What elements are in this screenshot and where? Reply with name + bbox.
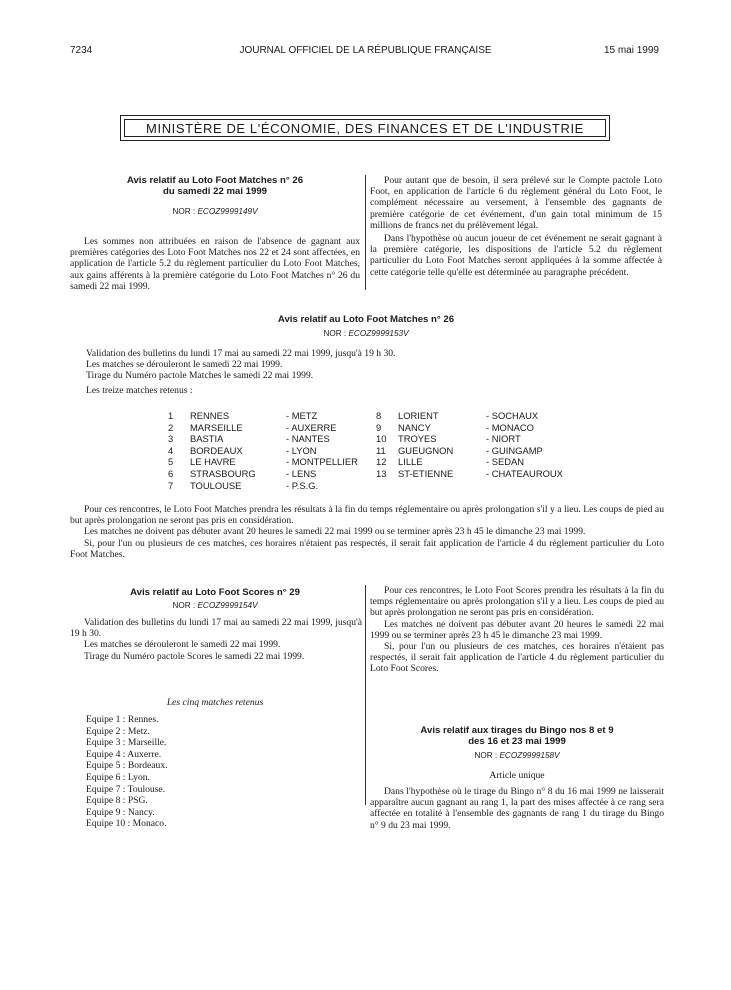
match-row: 2 MARSEILLE - AUXERRE: [168, 421, 337, 433]
avis3-title: Avis relatif au Loto Foot Scores n° 29: [130, 587, 300, 598]
avis2-para2: Les matches ne doivent pas débuter avant 20 heures le samedi 22 mai 1999 ou se terminer après 23 h 45 le dimanche 23 mai 1999.: [84, 526, 586, 538]
avis4-title-line2: des 16 et 23 mai 1999: [468, 736, 566, 747]
journal-title: JOURNAL OFFICIEL DE LA RÉPUBLIQUE FRANÇAISE: [239, 45, 492, 56]
avis3-para1: Validation des bulletins du lundi 17 mai au samedi 22 mai 1999, jusqu'à 19 h 30.: [70, 617, 362, 640]
match-row: 6 STRASBOURG - LENS: [168, 467, 317, 479]
match-row: 11 GUEUGNON - GUINGAMP: [376, 444, 543, 456]
avis4-title: [370, 725, 664, 747]
avis1-title-line2: du samedi 22 mai 1999: [163, 186, 267, 197]
avis4-nor: [370, 751, 664, 760]
nor-code: ECOZ9999153V: [348, 329, 409, 338]
avis2-body: [70, 504, 664, 560]
avis3-para3: Tirage du Numéro pactole Scores le samedi 22 mai 1999.: [84, 650, 305, 662]
avis1-para-left: Les sommes non attribuées en raison de l'absence de gagnant aux premières catégories des Loto Foot Matches nos 22 et 24 sont affectées, en application de l'article 5.2 du règlement particulier du Loto Foot Matches, aux gains afférents à la première catégorie du Loto Foot Matches n° 26 du samedi 22 mai 1999.: [70, 236, 360, 292]
nor-code: ECOZ9999149V: [197, 207, 258, 216]
page-number: 7234: [70, 45, 93, 56]
avis3-right-para3: Si, pour l'un ou plusieurs de ces matches, ces horaires n'étaient pas respectés, il serait fait application de l'article 4 du règlement particulier du Loto Foot Scores.: [370, 641, 664, 675]
nor-code: ECOZ9999154V: [197, 601, 258, 610]
match-row: 7 TOULOUSE - P.S.G.: [168, 479, 319, 491]
avis2-line-validation: Validation des bulletins du lundi 17 mai au samedi 22 mai 1999, jusqu'à 19 h 30.: [86, 348, 396, 359]
match-row: 12 LILLE - SEDAN: [376, 456, 525, 468]
matches-table-left: [168, 410, 358, 491]
team-item: Equipe 2 : Metz.: [86, 725, 150, 737]
ministry-box: [120, 115, 610, 141]
avis4-para: Dans l'hypothèse où le tirage du Bingo n° 8 du 16 mai 1999 ne laisserait apparaître aucun gagnant au rang 1, la part des mises affectée à ce rang sera affectée en totalité à l'ensemble des gagnants de rang 1 du tirage du Bingo n° 9 du 23 mai 1999.: [370, 786, 664, 831]
team-item: Equipe 1 : Rennes.: [86, 714, 159, 725]
avis3-subtitle: Les cinq matches retenus: [166, 697, 264, 708]
avis3-right-para1: Pour ces rencontres, le Loto Foot Scores prendra les résultats à la fin du temps réglementaire ou après prolongation s'il y a lieu. Les coups de pied au but après prolongation ne seront pas pris en considération.: [370, 585, 664, 619]
column-divider: [365, 175, 366, 290]
match-row: 3 BASTIA - NANTES: [168, 433, 330, 445]
avis2-title: Avis relatif au Loto Foot Matches n° 26: [277, 314, 455, 325]
team-item: Equipe 6 : Lyon.: [86, 771, 150, 783]
avis2-para3: Si, pour l'un ou plusieurs de ces matches, ces horaires n'étaient pas respectés, il serait fait application de l'article 4 du règlement particulier du Loto Foot Matches.: [70, 537, 664, 560]
avis1-title: [70, 175, 360, 197]
avis4-title-line1: Avis relatif aux tirages du Bingo nos 8 et 9: [420, 725, 614, 736]
avis2-line-matches: Les matches se dérouleront le samedi 22 mai 1999.: [86, 359, 283, 371]
avis3-teams-list: [86, 714, 168, 830]
team-item: Equipe 10 : Monaco.: [86, 818, 167, 830]
match-row: 4 BORDEAUX - LYON: [168, 444, 317, 456]
match-row: 5 LE HAVRE - MONTPELLIER: [168, 456, 358, 468]
nor-label: NOR :: [172, 601, 196, 610]
match-row: 1 RENNES - METZ: [168, 410, 318, 421]
avis3-nor: [70, 601, 360, 610]
match-row: 9 NANCY - MONACO: [376, 421, 534, 433]
team-item: Equipe 7 : Toulouse.: [86, 783, 166, 795]
avis3-body: [70, 617, 362, 662]
avis4-article: Article unique: [489, 770, 545, 781]
avis3-right-para2: Les matches ne doivent pas débuter avant 20 heures le samedi 22 mai 1999 ou se terminer après 23 h 45 le dimanche 23 mai 1999.: [370, 618, 664, 641]
ministry-title: MINISTÈRE DE L'ÉCONOMIE, DES FINANCES ET DE L'INDUSTRIE: [124, 119, 606, 137]
column-divider: [365, 585, 366, 805]
avis1-para-right2: Dans l'hypothèse où aucun joueur de cet événement ne serait gagnant à la première catégorie, les dispositions de l'article 5.2 du règlement particulier du Loto Foot Matches seront appliquées à la somme affectée à cette catégorie telle qu'elle est déterminée au paragraphe précédent.: [370, 233, 662, 278]
avis1-title-line1: Avis relatif au Loto Foot Matches n° 26: [126, 175, 304, 186]
avis2-nor: [70, 329, 662, 338]
avis1-para-right1: Pour autant que de besoin, il sera prélevé sur le Compte pactole Loto Foot, en application de l'article 6 du règlement général du Loto Foot, le complément nécessaire au versement, à l'ensemble des gagnants de première catégorie de cet événement, d'un gain total minimum de 15 millions de francs net du prélèvement légal.: [370, 175, 662, 231]
avis3-right-column: [370, 585, 664, 675]
avis3-para2: Les matches se dérouleront le samedi 22 mai 1999.: [84, 639, 281, 651]
match-row: 10 TROYES - NIORT: [376, 433, 521, 445]
avis2-line-treize: Les treize matches retenus :: [86, 384, 193, 396]
team-item: Equipe 9 : Nancy.: [86, 806, 155, 818]
team-item: Equipe 8 : PSG.: [86, 795, 148, 807]
team-item: Equipe 3 : Marseille.: [86, 737, 167, 749]
nor-label: NOR :: [323, 329, 347, 338]
match-row: 8 LORIENT - SOCHAUX: [376, 410, 539, 421]
match-row: 13 ST-ETIENNE - CHATEAUROUX: [376, 467, 563, 479]
avis2-intro: [86, 348, 666, 396]
avis2-line-tirage: Tirage du Numéro pactole Matches le samedi 22 mai 1999.: [86, 370, 314, 382]
team-item: Equipe 4 : Auxerre.: [86, 748, 162, 760]
header-date: 15 mai 1999: [603, 45, 659, 56]
matches-table-right: [376, 410, 563, 480]
nor-code: ECOZ9999158V: [499, 751, 560, 760]
avis1-right-column: [370, 175, 662, 278]
nor-label: NOR :: [172, 207, 196, 216]
avis2-para1: Pour ces rencontres, le Loto Foot Matches prendra les résultats à la fin du temps réglementaire ou après prolongation s'il y a lieu. Les coups de pied au but après prolongation ne seront pas pris en considération.: [70, 504, 664, 527]
team-item: Equipe 5 : Bordeaux.: [86, 760, 168, 772]
nor-label: NOR :: [474, 751, 498, 760]
avis1-nor: [70, 207, 360, 216]
